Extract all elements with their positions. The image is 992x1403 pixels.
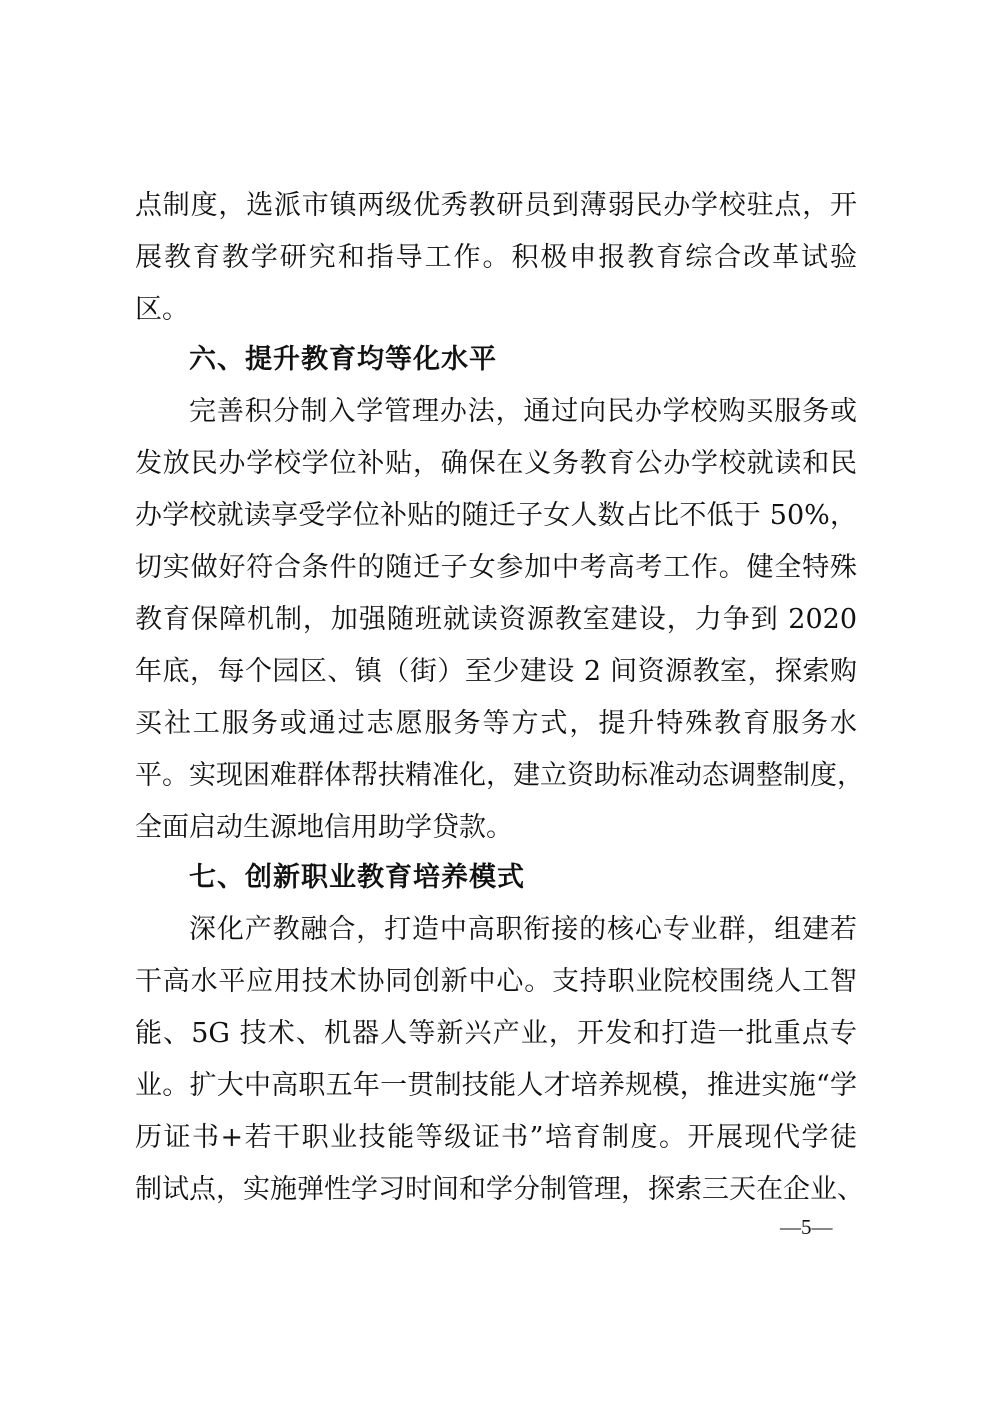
paragraph-line: 业。扩大中高职五年一贯制技能人才培养规模，推进实施“学 xyxy=(135,1070,857,1101)
paragraph-line: 完善积分制入学管理办法，通过向民办学校购买服务或 xyxy=(189,396,857,427)
paragraph-line: 买社工服务或通过志愿服务等方式，提升特殊教育服务水 xyxy=(135,708,857,739)
section-heading-6: 六、提升教育均等化水平 xyxy=(189,344,497,375)
paragraph-line: 发放民办学校学位补贴，确保在义务教育公办学校就读和民 xyxy=(135,448,857,479)
paragraph-line: 点制度，选派市镇两级优秀教研员到薄弱民办学校驻点，开 xyxy=(135,190,857,221)
paragraph-line: 干高水平应用技术协同创新中心。支持职业院校围绕人工智 xyxy=(135,966,857,997)
paragraph-line: 深化产教融合，打造中高职衔接的核心专业群，组建若 xyxy=(189,914,857,945)
page-number: —5— xyxy=(780,1215,833,1239)
paragraph-line: 历证书+若干职业技能等级证书”培育制度。开展现代学徒 xyxy=(135,1122,857,1153)
paragraph-line: 年底，每个园区、镇（街）至少建设 2 间资源教室，探索购 xyxy=(135,656,857,687)
paragraph-line: 能、5G 技术、机器人等新兴产业，开发和打造一批重点专 xyxy=(135,1018,857,1049)
paragraph-line: 区。 xyxy=(135,294,189,325)
paragraph-line: 平。实现困难群体帮扶精准化，建立资助标准动态调整制度， xyxy=(135,760,864,791)
paragraph-line: 切实做好符合条件的随迁子女参加中考高考工作。健全特殊 xyxy=(135,552,857,583)
section-heading-7: 七、创新职业教育培养模式 xyxy=(189,862,525,893)
paragraph-line: 展教育教学研究和指导工作。积极申报教育综合改革试验 xyxy=(135,242,857,273)
paragraph-line: 教育保障机制，加强随班就读资源教室建设，力争到 2020 xyxy=(135,604,857,635)
paragraph-line: 全面启动生源地信用助学贷款。 xyxy=(135,812,513,843)
paragraph-line: 办学校就读享受学位补贴的随迁子女人数占比不低于 50%， xyxy=(135,500,857,531)
paragraph-line: 制试点，实施弹性学习时间和学分制管理，探索三天在企业、 xyxy=(135,1174,864,1205)
